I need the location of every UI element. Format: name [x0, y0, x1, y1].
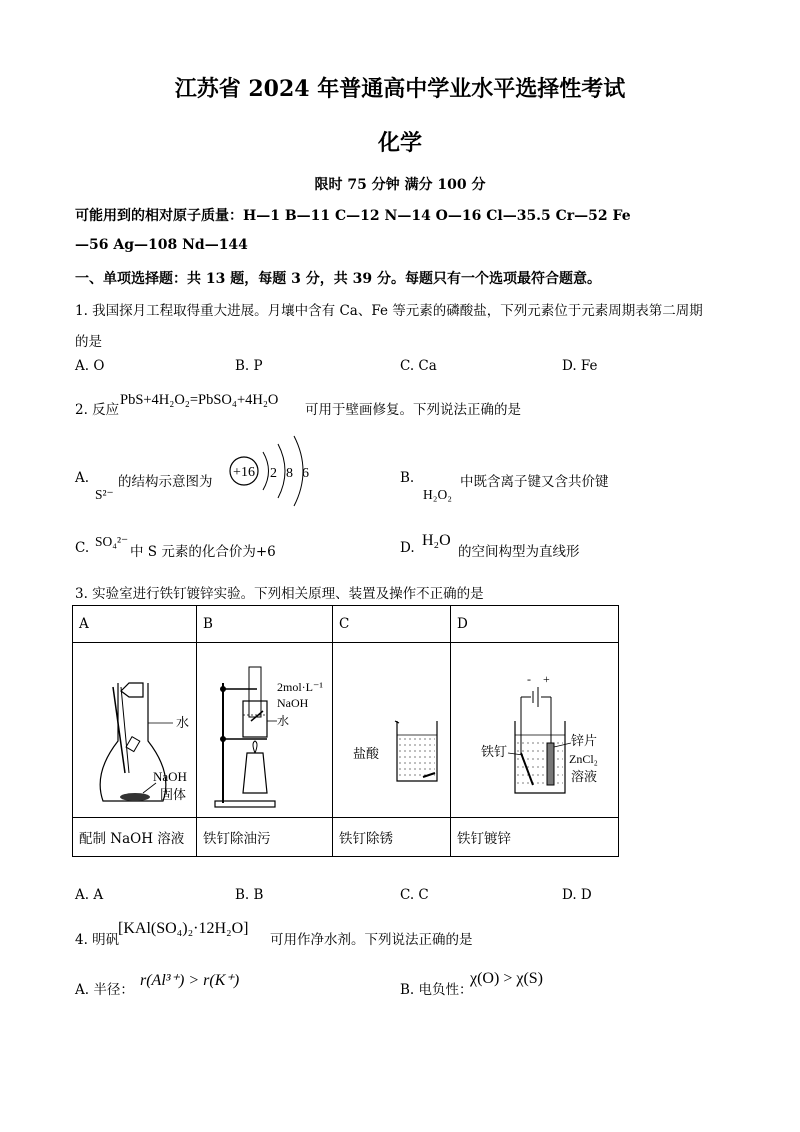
- caption-d: 铁钉镀锌: [451, 818, 619, 857]
- q1-stem-line1: 1. 我国探月工程取得重大进展。月壤中含有 Ca、Fe 等元素的磷酸盐，下列元素位于元素周期表第二周期: [75, 303, 703, 319]
- electroplating-diagram: [451, 643, 618, 813]
- atomic-mass-line1: 可能用到的相对原子质量：H—1 B—11 C—12 N—14 O—16 Cl—35.5 Cr—52 Fe: [75, 208, 631, 224]
- paper-title: 江苏省 2024 年普通高中学业水平选择性考试: [174, 76, 626, 102]
- q2-option-a-text: 的结构示意图为: [118, 474, 213, 490]
- q2-option-d-label: D.: [400, 540, 415, 556]
- label-naoh-b: NaOH: [277, 696, 309, 710]
- q2-option-c-text: 中 S 元素的化合价为+6: [130, 544, 276, 560]
- header-a: A: [73, 606, 197, 643]
- apparatus-d: [451, 643, 619, 818]
- caption-a: 配制 NaOH 溶液: [73, 818, 197, 857]
- q2-suffix: 可用于壁画修复。下列说法正确的是: [305, 402, 521, 418]
- shell-2-count: 8: [286, 466, 293, 481]
- label-water: 水: [176, 715, 190, 730]
- label-zinc-plate: 锌片: [571, 733, 598, 748]
- subject-title: 化学: [377, 130, 422, 156]
- q3-option-a: A. A: [75, 887, 104, 903]
- q3-option-c: C. C: [400, 887, 429, 903]
- q2-prefix: 2. 反应: [75, 402, 120, 418]
- q2-option-b-text: 中既含离子键又含共价键: [460, 474, 609, 490]
- label-water-b: 水: [277, 714, 290, 728]
- label-naoh: NaOH: [153, 769, 187, 784]
- q2-option-d-text: 的空间构型为直线形: [458, 544, 580, 560]
- caption-b: 铁钉除油污: [197, 818, 333, 857]
- caption-c: 铁钉除锈: [333, 818, 451, 857]
- shell-1-count: 2: [270, 466, 277, 481]
- q4-option-b: B. 电负性：: [400, 982, 473, 998]
- q4-formula: [KAl(SO₄)₂·12H₂O]: [118, 920, 249, 937]
- label-iron-nail: 铁钉: [481, 744, 508, 759]
- beaker-acid-diagram: [333, 643, 450, 813]
- q1-option-a: A. O: [75, 358, 105, 374]
- q1-option-c: C. Ca: [400, 358, 437, 374]
- q2-option-c-label: C.: [75, 540, 90, 556]
- q4-prefix: 4. 明矾: [75, 932, 120, 948]
- header-b: B: [197, 606, 333, 643]
- label-solution: 溶液: [571, 769, 598, 784]
- label-plus: +: [543, 672, 550, 686]
- label-concentration: 2mol·L⁻¹: [277, 680, 323, 694]
- q2-option-a-species: S²⁻: [95, 487, 114, 502]
- q2-option-d-species: H₂O: [422, 532, 451, 549]
- sulfide-structure-diagram: [222, 430, 322, 510]
- header-c: C: [333, 606, 451, 643]
- q3-stem: 3. 实验室进行铁钉镀锌实验。下列相关原理、装置及操作不正确的是: [75, 586, 484, 602]
- q4-suffix: 可用作净水剂。下列说法正确的是: [270, 932, 473, 948]
- q2-equation: PbS+4H₂O₂=PbSO₄+4H₂O: [120, 392, 279, 408]
- label-zncl2: ZnCl₂: [569, 752, 598, 766]
- section-heading: 一、单项选择题：共 13 题，每题 3 分，共 39 分。每题只有一个选项最符合题意。: [75, 271, 601, 287]
- q3-option-d: D. D: [562, 887, 592, 903]
- label-hydrochloric-acid: 盐酸: [353, 746, 380, 761]
- q4-option-a: A. 半径：: [75, 982, 134, 998]
- header-d: D: [451, 606, 619, 643]
- q1-option-b: B. P: [235, 358, 263, 374]
- apparatus-a: [73, 643, 197, 818]
- q4-option-b-expr: χ(O) > χ(S): [470, 970, 543, 987]
- q1-stem-line2: 的是: [75, 334, 102, 350]
- q3-apparatus-table: [72, 605, 619, 857]
- q2-option-b-species: H₂O₂: [423, 487, 452, 502]
- q2-option-a-label: A.: [75, 470, 90, 486]
- shell-3-count: 6: [302, 466, 309, 481]
- atomic-mass-line2: —56 Ag—108 Nd—144: [75, 237, 248, 253]
- nucleus-charge: +16: [233, 465, 255, 480]
- q1-option-d: D. Fe: [562, 358, 598, 374]
- q4-option-a-expr: r(Al³⁺) > r(K⁺): [140, 972, 240, 989]
- q3-option-b: B. B: [235, 887, 264, 903]
- q2-option-b-label: B.: [400, 470, 415, 486]
- label-solid: 固体: [160, 787, 187, 802]
- q2-option-c-species: SO₄²⁻: [95, 534, 129, 549]
- apparatus-b: [197, 643, 333, 818]
- apparatus-c: [333, 643, 451, 818]
- label-minus: -: [527, 672, 531, 686]
- volumetric-flask-diagram: [73, 643, 196, 813]
- heating-setup-diagram: [197, 643, 332, 813]
- time-limit: 限时 75 分钟 满分 100 分: [314, 177, 486, 193]
